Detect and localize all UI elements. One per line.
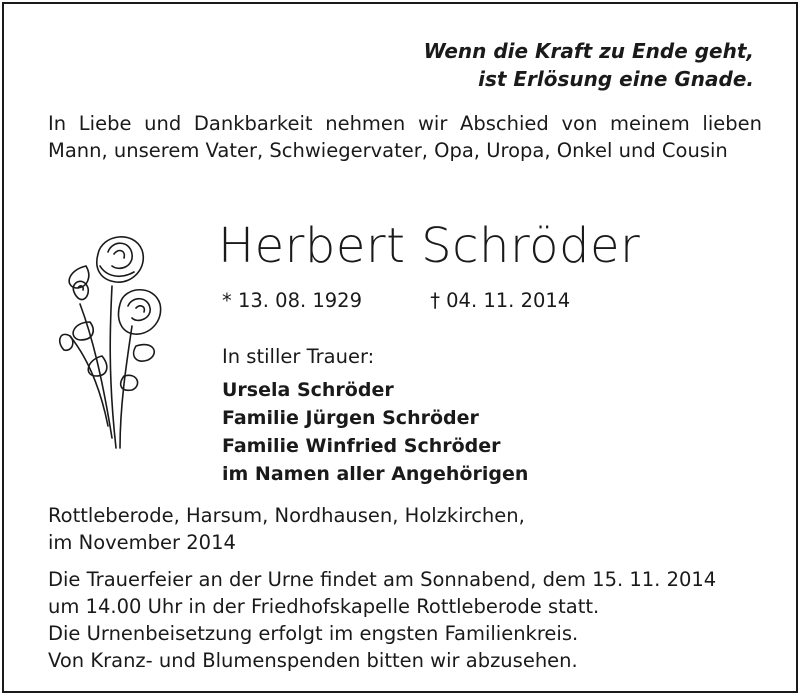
place-line-1: Rottleberode, Harsum, Nordhausen, Holzkirchen, [48,504,525,527]
quote [354,37,754,93]
info-line-2: um 14.00 Uhr in der Friedhofskapelle Rottleberode statt. [48,595,600,618]
mourner-item: Familie Winfried Schröder [222,435,501,457]
mourner-item: Familie Jürgen Schröder [222,407,479,429]
intro-text: In Liebe und Dankbarkeit nehmen wir Abschied von meinem lieben Mann, unserem Vater, Schwiegervater, Opa, Uropa, Onkel und Cousin [48,112,762,162]
place-and-date [48,502,525,556]
quote-line-1: Wenn die Kraft zu Ende geht, [423,39,754,63]
obituary-notice [2,2,798,693]
mourning-label: In stiller Trauer: [222,345,375,368]
birth-date: * 13. 08. 1929 [222,289,362,312]
deceased-name: Herbert Schröder [218,218,641,274]
funeral-info [48,566,716,674]
mourner-item: im Namen aller Angehörigen [222,463,529,485]
life-dates [222,287,570,315]
rose-illustration-icon [50,226,170,458]
quote-line-2: ist Erlösung eine Gnade. [478,67,754,91]
mourner-item: Ursela Schröder [222,379,394,401]
mourner-list [222,376,528,488]
info-line-4: Von Kranz- und Blumenspenden bitten wir abzusehen. [48,649,578,672]
death-date: † 04. 11. 2014 [430,289,571,312]
info-line-3: Die Urnenbeisetzung erfolgt im engsten Familienkreis. [48,622,579,645]
info-line-1: Die Trauerfeier an der Urne findet am Sonnabend, dem 15. 11. 2014 [48,568,717,591]
place-line-2: im November 2014 [48,531,236,554]
